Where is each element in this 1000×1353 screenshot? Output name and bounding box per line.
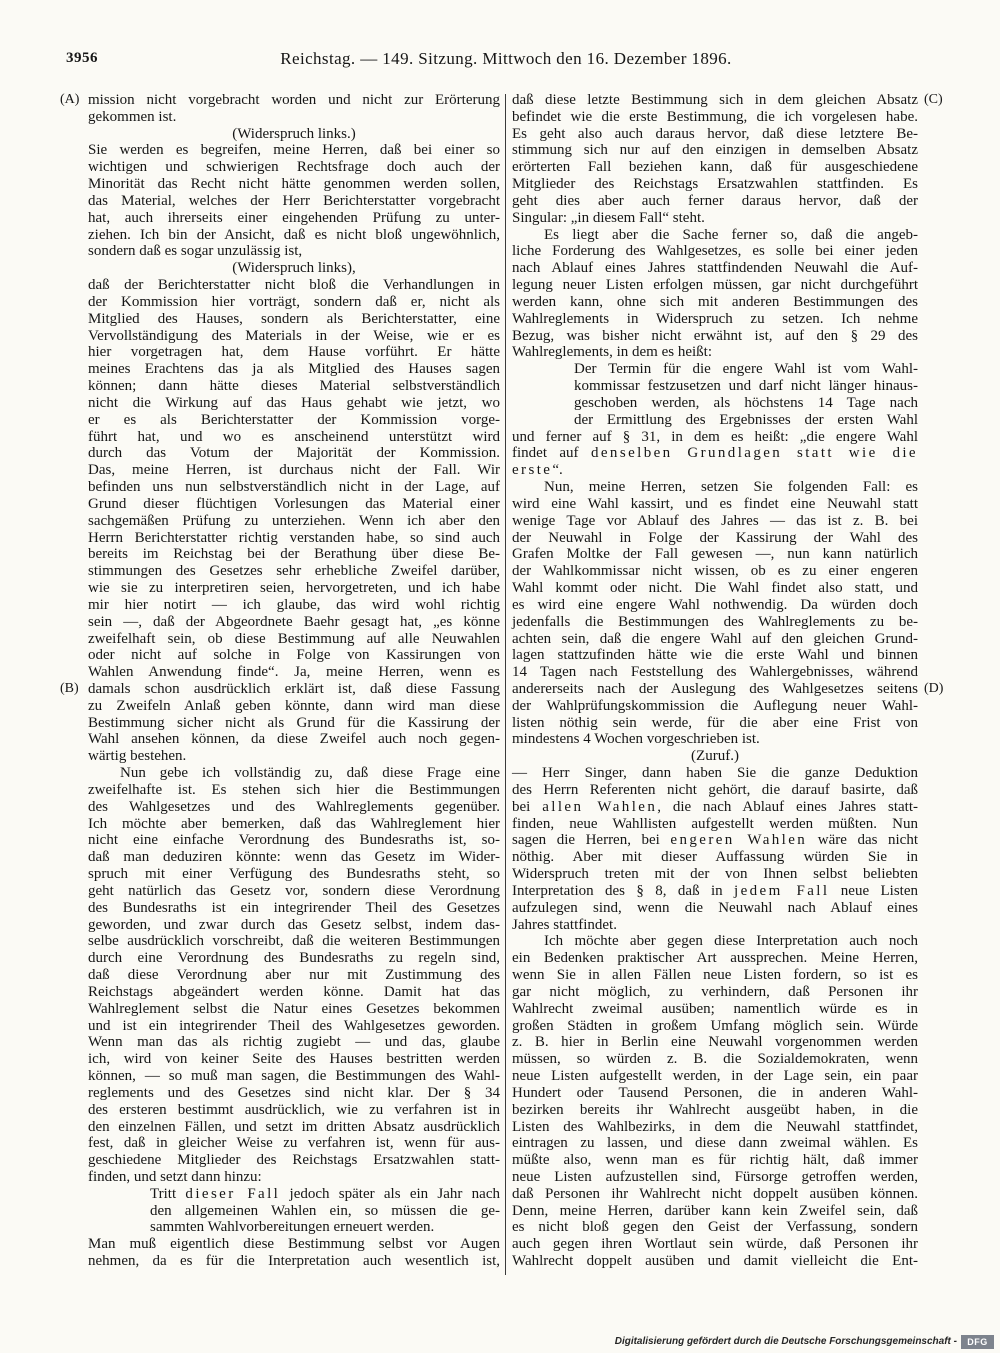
- emphasized-text: engeren Wahlen: [670, 832, 808, 849]
- text-line: geht natürlich das Gesetz vor, sondern diese Verordnung: [88, 882, 500, 899]
- text-line: des Wahlgesetzes und des Wahlreglements gegenüber.: [88, 798, 500, 815]
- text-line: können, — so muß man sagen, die Bestimmungen des Wahl-: [88, 1068, 500, 1085]
- margin-marker-d: (D): [924, 681, 944, 696]
- text-line: geht dies aber auch ferner daraus hervor, daß der: [512, 192, 918, 209]
- margin-marker-a: (A): [60, 92, 80, 107]
- text-line: der Ermittlung des Ergebnisses der ersten Wahl: [574, 411, 918, 428]
- text-line: auch gegen ihren Wortlaut sein würde, daß Personen ihr: [512, 1236, 918, 1253]
- text-line: und ist ein integrirender Theil des Wahlgesetzes geworden.: [88, 1017, 500, 1034]
- text-line: durch das Votum der Majorität der Kommission.: [88, 445, 500, 462]
- text-line: listen nöthig sein werde, für die aber eine Frist von: [512, 714, 918, 731]
- text-segment: wäre das nicht: [807, 832, 918, 849]
- text-line: ein Bedenken praktischer Art aussprechen. Meine Herren,: [512, 950, 918, 967]
- text-line: Es geht also auch daraus hervor, daß diese letztere Be-: [512, 125, 918, 142]
- text-segment: “.: [552, 462, 563, 479]
- text-line: wie sie zu interpretiren seien, hervorgetreten, und ich habe: [88, 580, 500, 597]
- text-line: müssen, so würden z. B. die Sozialdemokraten, wenn: [512, 1051, 918, 1068]
- text-line: finden, neue Wahllisten aufgestellt werden müßten. Nun: [512, 815, 918, 832]
- text-line: daß man deduziren könnte: wenn das Gesetz im Wider-: [88, 849, 500, 866]
- text-line: zweifelhaft sein, ob diese Bestimmung auf alle Neuwahlen: [88, 630, 500, 647]
- text-line: ziehen. Ich bin der Ansicht, daß es nicht bloß ungewöhnlich,: [88, 226, 500, 243]
- text-line: erörterten Fall beziehen kann, daß für ausgeschiedene: [512, 159, 918, 176]
- text-line: nicht eine einfache Verordnung des Bundesraths ist, so-: [88, 832, 500, 849]
- text-line: werden kann, ohne sich mit anderen Bestimmungen des: [512, 293, 918, 310]
- text-line: durch eine Verordnung des Bundesraths zu regeln sind,: [88, 950, 500, 967]
- column-divider: [505, 94, 506, 1275]
- text-line: des Herrn Referenten nicht gehört, die darauf basirte, daß: [512, 781, 918, 798]
- text-line: daß diese letzte Bestimmung sich in dem gleichen Absatz: [512, 92, 918, 108]
- text-line: daß Personen ihr Wahlrecht nicht doppelt ausüben können.: [512, 1185, 918, 1202]
- text-line: nöthig. Aber mit dieser Auffassung würden Sie in: [512, 849, 918, 866]
- emphasized-text: jedem Fall: [734, 882, 830, 899]
- text-line: führt hat, und wo es anscheinend unterstützt wird: [88, 428, 500, 445]
- emphasized-text: erste: [512, 462, 553, 479]
- text-line: Sie werden es begreifen, meine Herren, daß bei einer so: [88, 142, 500, 159]
- text-line: [512, 445, 918, 462]
- text-line: Listen des Wahlbezirks, in dem die Neuwahl stattfindet,: [512, 1118, 918, 1135]
- text-segment: Tritt: [150, 1185, 186, 1202]
- text-line: mir hier notirt — ich glaube, das wird wohl richtig: [88, 596, 500, 613]
- text-line: andererseits nach der Auslegung des Wahlgesetzes seitens: [512, 680, 918, 697]
- text-line: Wahl ansehen können, da diese Zweifel auch noch gegen-: [88, 731, 500, 748]
- text-line: und ferner auf § 31, in dem es heißt: „die engere Wahl: [512, 428, 918, 445]
- text-line: Hundert oder Tausend Personen, die in anderen Wahl-: [512, 1084, 918, 1101]
- text-line: wenn Sie in allen Fällen neue Listen fordern, so ist es: [512, 967, 918, 984]
- text-segment: jedoch später als ein Jahr nach: [280, 1185, 500, 1202]
- funding-note: Digitalisierung gefördert durch die Deutsche Forschungsgemeinschaft -: [614, 1336, 957, 1347]
- text-line: großen Städten in großem Umfang möglich sein. Würde: [512, 1017, 918, 1034]
- text-line: finden, und setzt dann hinzu:: [88, 1169, 262, 1185]
- text-line: Denn, meine Herren, darüber kann kein Zweifel sein, daß: [512, 1202, 918, 1219]
- text-segment: Interpretation des § 8, daß in: [512, 882, 735, 899]
- text-line: wichtigen und schwierigen Rechtsfrage doch auch der: [88, 159, 500, 176]
- text-line: stimmungen des Gesetzes sehr erhebliche Zweifel darüber,: [88, 563, 500, 580]
- text-line: gekommen ist.: [88, 108, 177, 125]
- text-line: den allgemeinen Wahlen ein, so müssen die ge-: [150, 1202, 500, 1219]
- text-line: achten sein, daß die engere Wahl auf den gleichen Grund-: [512, 630, 918, 647]
- text-line: daß diese Verordnung aber nur mit Zustimmung des: [88, 967, 500, 984]
- text-line: Wahlreglements, in dem es heißt:: [512, 344, 712, 361]
- text-line: befindet wie die erste Bestimmung, die ich vorgelesen habe.: [512, 108, 918, 125]
- text-line: geschiedene Mitglieder des Reichstags Ersatzwahlen statt-: [88, 1152, 500, 1169]
- text-line: wärtig bestehen.: [88, 748, 187, 765]
- text-line: stimmung sich nur auf den einzigen in demselben Absatz: [512, 142, 918, 159]
- text-line: lagen stattzufinden hätte wie die erste Wahl und binnen: [512, 647, 918, 664]
- text-line: geworden, und zwar durch das Gesetz selbst, indem das-: [88, 916, 500, 933]
- text-line: Bezug, was bisher nicht erwähnt ist, auf den § 29 des: [512, 327, 918, 344]
- text-line: sondern daß es sogar unzulässig ist,: [88, 243, 303, 260]
- emphasized-text: allen Wahlen: [542, 798, 658, 815]
- text-line: — Herr Singer, dann haben Sie die ganze Deduktion: [512, 765, 918, 782]
- text-line: sammten Wahlvorbereitungen erneuert werden.: [150, 1219, 435, 1236]
- text-line: selbe ausdrücklich vorschreibt, daß die weiteren Bestimmungen: [88, 933, 500, 950]
- text-line: Das, meine Herren, ist durchaus nicht der Fall. Wir: [88, 462, 500, 479]
- text-line: jedenfalls die Bestimmungen des Wahlreglements zu be-: [512, 613, 918, 630]
- text-line: eintragen zu lassen, und diese dann zweimal wählen. Es: [512, 1135, 918, 1152]
- emphasized-text: denselben Grundlagen statt wie die: [590, 445, 918, 462]
- text-line: der Wahlkommissar nicht wissen, ob es zu einer engeren: [512, 563, 918, 580]
- text-line: Wahlrecht doppelt ausüben und damit vielleicht die Ent-: [512, 1253, 918, 1270]
- text-segment: neue Listen: [829, 882, 918, 899]
- text-line: neue Listen aufzustellen sind, Fürsorge getroffen werden,: [512, 1169, 918, 1185]
- text-line: reglements und des Gesetzes sind nicht klar. Der § 34: [88, 1084, 500, 1101]
- margin-marker-c: (C): [924, 92, 943, 107]
- text-line: er es als Berichterstatter der Kommission vorge-: [88, 411, 500, 428]
- text-line: hier vorgetragen hat, dem Hause vorführt. Er hätte: [88, 344, 500, 361]
- text-line: liche Forderung des Wahlgesetzes, es solle bei einer jeden: [512, 243, 918, 260]
- text-line: zu Zweifeln Anlaß geben könnte, dann wird man diese: [88, 697, 500, 714]
- emphasized-text: dieser Fall: [185, 1185, 281, 1202]
- text-line: geschoben werden, als höchstens 14 Tage nach: [574, 394, 918, 411]
- text-line: Vervollständigung des Materials in der Weise, wie er es: [88, 327, 500, 344]
- text-line: Grafen Moltke der Fall gewesen —, nun kann natürlich: [512, 546, 918, 563]
- text-line: Wahlen Anwendung finde“. Ja, meine Herren, wenn es: [88, 664, 500, 681]
- running-header-title: Reichstag. — 149. Sitzung. Mittwoch den 16. Dezember 1896.: [280, 49, 732, 68]
- text-line: aufzulegen sind, wenn die Neuwahl nach Ablauf eines: [512, 899, 918, 916]
- text-line: Nun gebe ich vollständig zu, daß diese Frage eine: [120, 765, 500, 782]
- text-line: Nun, meine Herren, setzen Sie folgenden Fall: es: [544, 479, 918, 496]
- text-line: Wahl kommt oder nicht. Die Wahl findet also statt, und: [512, 580, 918, 597]
- text-line: oder nicht auf solche in Folge von Kassirungen von: [88, 647, 500, 664]
- text-line: Wahlreglement selbst die Natur eines Gesetzes bekommen: [88, 1000, 500, 1017]
- text-line: ich, wird von keiner Seite des Hauses bestritten werden: [88, 1051, 500, 1068]
- text-line: sachgemäßen Prüfung zu unterziehen. Wenn ich aber den: [88, 512, 500, 529]
- text-line: nehmen, da es für die Interpretation auch wesentlich ist,: [88, 1253, 500, 1270]
- text-line: spruch mit einer Verfügung des Bundesraths steht, so: [88, 866, 500, 883]
- dfg-logo: DFG: [961, 1335, 994, 1349]
- text-line: befinden uns nun selbstverständlich nicht in der Lage, auf: [88, 479, 500, 496]
- text-segment: , die nach Ablauf eines Jahres statt-: [657, 798, 919, 815]
- text-line: legung neuer Listen erfolgen müssen, gar nicht durchgeführt: [512, 277, 918, 294]
- text-line: meines Erachtens das ja als Mitglied des Hauses sagen: [88, 361, 500, 378]
- text-line: nach Ablauf eines Jahres stattfindenden Neuwahl die Auf-: [512, 260, 918, 277]
- interjection-line: (Zuruf.): [691, 748, 739, 765]
- page-number: 3956: [66, 50, 98, 66]
- text-line: z. B. hier in Berlin eine Neuwahl vorgenommen werden: [512, 1034, 918, 1051]
- text-line: es wird eine engere Wahl nothwendig. Da würden doch: [512, 596, 918, 613]
- interjection-line: (Widerspruch links),: [232, 260, 356, 277]
- text-line: Mitglied des Hauses, sondern als Berichterstatter, eine: [88, 310, 500, 327]
- text-line: fest, daß in gleicher Weise zu verfahren ist, wenn für aus-: [88, 1135, 500, 1152]
- text-line: Grund dieser flüchtigen Vorlesungen das Material einer: [88, 495, 500, 512]
- text-line: Minorität das Recht nicht hätte genommen werden sollen,: [88, 176, 500, 193]
- text-segment: bei: [512, 798, 543, 815]
- text-line: des ersteren bestimmt ausdrücklich, wie zu verfahren ist in: [88, 1101, 500, 1118]
- text-line: der Kommission hier vorträgt, sondern daß er, nicht als: [88, 293, 500, 310]
- text-line: der Neuwahl in Folge der Kassirung der Wahl des: [512, 529, 918, 546]
- text-segment: findet auf: [512, 445, 591, 462]
- text-line: den einzelnen Fällen, und setzt im dritten Absatz ausdrücklich: [88, 1118, 500, 1135]
- left-column: [88, 92, 500, 1270]
- text-line: Bestimmung sicher nicht als Grund für die Kassirung der: [88, 714, 500, 731]
- text-line: [512, 799, 918, 816]
- margin-marker-b: (B): [60, 681, 79, 696]
- interjection-line: (Widerspruch links.): [232, 125, 356, 142]
- text-line: Wahlreglements in Widerspruch zu setzen. Ich nehme: [512, 310, 918, 327]
- text-line: daß der Berichterstatter nicht bloß die Verhandlungen in: [88, 277, 500, 294]
- text-line: sein —, daß der Abgeordnete Baehr gesagt hat, „es könne: [88, 613, 500, 630]
- text-line: kommissar festzusetzen und darf nicht länger hinaus-: [574, 378, 918, 395]
- text-line: bezirken bereits ihr Wahlrecht ausgeübt haben, in die: [512, 1101, 918, 1118]
- text-line: gar nicht möglich, zu verhindern, daß Personen ihr: [512, 983, 918, 1000]
- text-line: Wenn man das als richtig zugiebt — und das, glaube: [88, 1034, 500, 1051]
- text-line: mission nicht vorgebracht worden und nicht zur Erörterung: [88, 92, 500, 108]
- text-line: nicht die Wirkung auf das Haus gehabt wie jetzt, wo: [88, 394, 500, 411]
- text-line: [512, 883, 918, 900]
- text-line: Ich möchte aber bemerken, daß das Wahlreglement hier: [88, 815, 500, 832]
- text-line: damals schon ausdrücklich erklärt ist, daß diese Fassung: [88, 680, 500, 697]
- right-column: [512, 92, 918, 1270]
- text-line: es nicht bloß gegen den Geist der Verfassung, sondern: [512, 1219, 918, 1236]
- text-line: das Material, welches der Herr Berichterstatter vorgebracht: [88, 192, 500, 209]
- text-line: der Wahlprüfungskommission die Auflegung neuer Wahl-: [512, 697, 918, 714]
- text-line: 14 Tagen nach Feststellung des Wahlergebnisses, während: [512, 664, 918, 681]
- text-line: wenige Tage vor Ablauf des Jahres — das ist z. B. bei: [512, 512, 918, 529]
- text-line: Reichstags abgeändert werden könne. Damit hat das: [88, 983, 500, 1000]
- text-line: hat, auch ihrerseits einer eingehenden Prüfung zu unter-: [88, 209, 500, 226]
- text-line: wird eine Wahl kassirt, und es findet eine Neuwahl statt: [512, 495, 918, 512]
- text-line: bereits im Reichstag bei der Berathung über diese Be-: [88, 546, 500, 563]
- text-line: neue Listen aufgestellt werden, in der Lage sein, ein paar: [512, 1068, 918, 1085]
- text-segment: sagen die Herren, bei: [512, 832, 671, 849]
- text-line: [88, 1186, 500, 1203]
- text-line: Man muß eigentlich diese Bestimmung selbst vor Augen: [88, 1236, 500, 1253]
- text-line: [512, 832, 918, 849]
- text-line: mindestens 4 Wochen vorgeschrieben ist.: [512, 731, 760, 748]
- text-line: Der Termin für die engere Wahl ist vom Wahl-: [574, 361, 918, 378]
- text-line: des Bundesraths ist ein integrirender Theil des Gesetzes: [88, 899, 500, 916]
- text-line: zweifelhafte ist. Es stehen sich hier die Bestimmungen: [88, 781, 500, 798]
- text-line: Jahres stattfindet.: [512, 916, 617, 933]
- text-line: Widerspruch treten mit der von Ihnen selbst beliebten: [512, 866, 918, 883]
- text-line: Herrn Berichterstatter richtig verstanden habe, so sind auch: [88, 529, 500, 546]
- text-line: können; dann hätte dieses Material selbstverständlich: [88, 378, 500, 395]
- text-line: Es liegt aber die Sache ferner so, daß die angeb-: [544, 226, 918, 243]
- text-line: müßte also, wenn man es für richtig hält, daß immer: [512, 1152, 918, 1169]
- text-line: Mitglieder des Reichstags Ersatzwahlen stattfinden. Es: [512, 176, 918, 193]
- text-line: [512, 462, 918, 479]
- text-line: Ich möchte aber gegen diese Interpretation auch noch: [544, 933, 918, 950]
- text-line: Wahlrecht zweimal ausüben; namentlich würde es in: [512, 1000, 918, 1017]
- text-line: Singular: „in diesem Fall“ steht.: [512, 209, 705, 226]
